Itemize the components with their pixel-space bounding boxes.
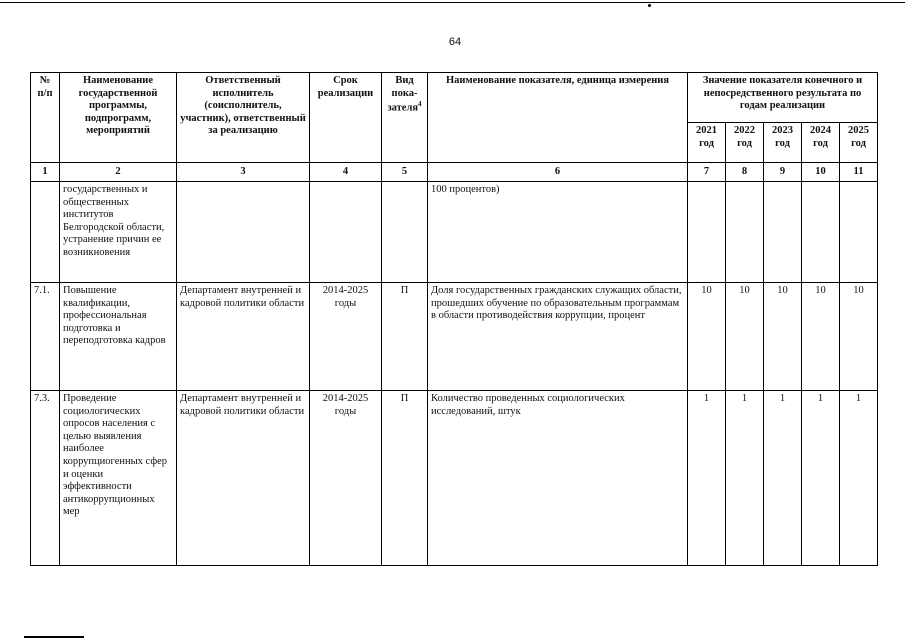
header-program: Наименование государственной программы, подпрограмм, мероприятий [60,73,177,163]
row-program: Проведение социологических опросов населения с целью выявления наиболее коррупциогенных сфер и оценки эффективности антикоррупционных мер [60,391,177,566]
footnote-mark: 4 [418,100,422,109]
row-value: 10 [840,283,878,391]
row-indicator: 100 процентов) [428,182,688,283]
row-type: П [382,391,428,566]
row-responsible: Департамент внутренней и кадровой политики области [177,283,310,391]
top-rule [0,2,905,3]
table-row [31,182,878,283]
row-type [382,182,428,283]
row-value: 10 [802,283,840,391]
column-number: 11 [840,163,878,182]
row-value: 10 [688,283,726,391]
column-number: 6 [428,163,688,182]
column-number: 1 [31,163,60,182]
row-indicator: Доля государственных гражданских служащих области, прошедших обучение по образовательным программам в области противодействия коррупции, процент [428,283,688,391]
table-row [31,391,878,566]
header-year: 2022 год [726,123,764,163]
column-number: 10 [802,163,840,182]
column-number: 9 [764,163,802,182]
header-year: 2024 год [802,123,840,163]
row-value: 1 [802,391,840,566]
header-no: № п/п [31,73,60,163]
row-value: 1 [764,391,802,566]
page-number: 64 [448,36,462,48]
header-indicator-type-text: Вид пока-зателя [387,75,419,114]
column-number: 2 [60,163,177,182]
row-value [840,182,878,283]
row-value: 10 [764,283,802,391]
column-number: 8 [726,163,764,182]
row-type: П [382,283,428,391]
column-number: 5 [382,163,428,182]
row-no: 7.1. [31,283,60,391]
row-term [310,182,382,283]
header-year: 2021 год [688,123,726,163]
scan-dot [648,4,651,7]
row-value [726,182,764,283]
row-value: 1 [688,391,726,566]
header-responsible: Ответственный исполнитель (соисполнитель, участник), ответственный за реализацию [177,73,310,163]
row-value [764,182,802,283]
indicator-table [30,72,878,566]
row-responsible [177,182,310,283]
bottom-rule [24,636,84,638]
row-no [31,182,60,283]
header-year: 2023 год [764,123,802,163]
column-number: 3 [177,163,310,182]
row-program: Повышение квалификации, профессиональная подготовка и переподготовка кадров [60,283,177,391]
row-value: 1 [726,391,764,566]
row-value: 10 [726,283,764,391]
header-values-group: Значение показателя конечного и непосредственного результата по годам реализации [688,73,878,123]
table-row [31,283,878,391]
row-value [802,182,840,283]
row-term: 2014-2025 годы [310,391,382,566]
row-value: 1 [840,391,878,566]
row-value [688,182,726,283]
header-term: Срок реализации [310,73,382,163]
header-indicator-type [382,73,428,163]
row-term: 2014-2025 годы [310,283,382,391]
column-number: 4 [310,163,382,182]
row-indicator: Количество проведенных социологических исследований, штук [428,391,688,566]
column-number: 7 [688,163,726,182]
row-no: 7.3. [31,391,60,566]
row-program: государственных и общественных институтов Белгородской области, устранение причин ее возникновения [60,182,177,283]
row-responsible: Департамент внутренней и кадровой политики области [177,391,310,566]
header-indicator-name: Наименование показателя, единица измерения [428,73,688,163]
header-year: 2025 год [840,123,878,163]
